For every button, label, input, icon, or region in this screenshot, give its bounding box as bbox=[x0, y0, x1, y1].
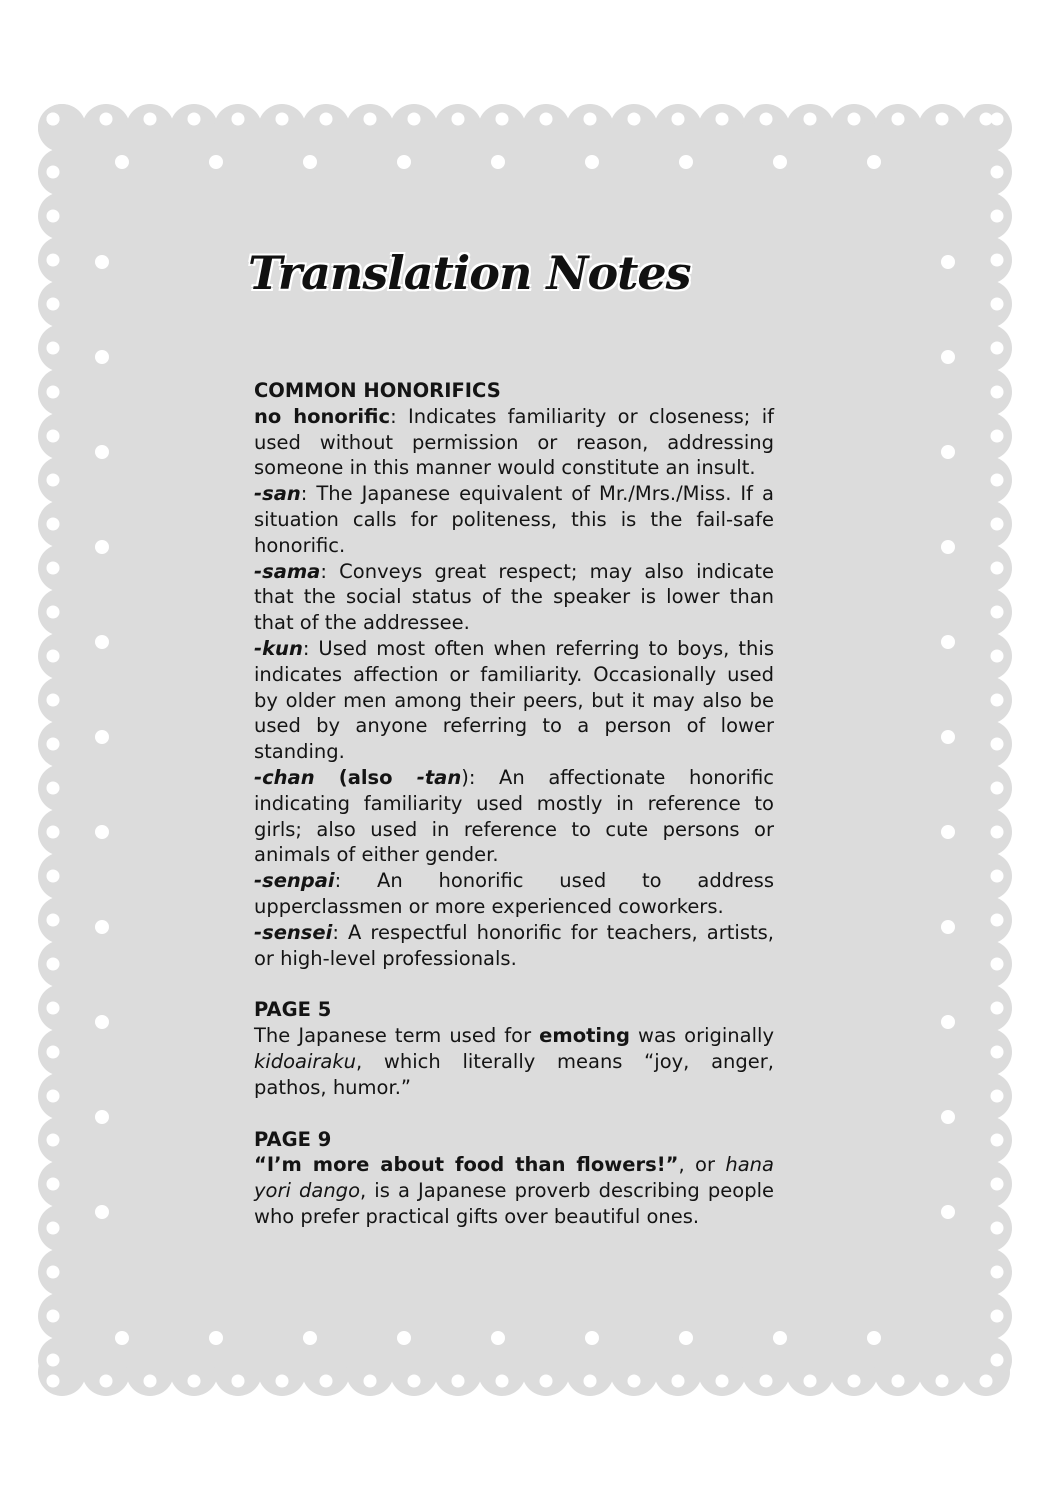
honorific-term: -senpai bbox=[254, 869, 335, 893]
section-heading-page9: PAGE 9 bbox=[254, 1127, 332, 1151]
page-title: Translation Notes bbox=[248, 246, 691, 300]
honorific-entry bbox=[254, 636, 774, 765]
honorific-term: -san bbox=[254, 482, 301, 506]
honorific-definition: : Conveys great respect; may also indicate that the social status of the speaker is lower than that of the addressee. bbox=[254, 559, 774, 635]
honorific-definition: : A respectful honorific for teachers, artists, or high-level professionals. bbox=[254, 920, 774, 970]
honorific-definition: ): An affectionate honorific indicating familiarity used mostly in reference to girls; also used in reference to cute persons or animals of either gender. bbox=[254, 765, 774, 867]
honorific-definition: : Used most often when referring to boys, this indicates affection or familiarity. Occasionally used by older men among their peers, but it may also be used by anyone referring to a person of lower standing. bbox=[254, 636, 774, 764]
honorific-definition: : An honorific used to address upperclassmen or more experienced coworkers. bbox=[254, 869, 774, 918]
section-heading-honorifics: COMMON HONORIFICS bbox=[254, 379, 501, 402]
honorific-term: -chan bbox=[254, 765, 315, 789]
note-japanese-term: hana yori dango bbox=[254, 1153, 774, 1203]
honorific-term: -sensei bbox=[254, 920, 333, 944]
honorific-definition: : Indicates familiarity or closeness; if used without permission or reason, addressing someone in this manner would constitute an insult. bbox=[254, 404, 774, 480]
honorific-entry bbox=[254, 404, 774, 481]
honorific-also: (also bbox=[314, 765, 417, 789]
section-heading-page5: PAGE 5 bbox=[254, 998, 332, 1022]
notes-body bbox=[254, 378, 774, 1230]
note-japanese-term: kidoairaku bbox=[254, 1049, 357, 1073]
note-text: The Japanese term used for bbox=[254, 1024, 540, 1048]
honorific-definition: : The Japanese equivalent of Mr./Mrs./Miss. If a situation calls for politeness, this is the fail-safe honorific. bbox=[254, 482, 774, 557]
note-page9 bbox=[254, 1152, 774, 1229]
note-text: was originally bbox=[629, 1024, 774, 1048]
note-text: , which literally means “joy, anger, pathos, humor.” bbox=[254, 1049, 774, 1099]
honorific-entry bbox=[254, 559, 774, 636]
honorific-entry bbox=[254, 920, 774, 972]
honorific-entry bbox=[254, 765, 774, 868]
note-page5 bbox=[254, 1023, 774, 1100]
honorific-term: -kun bbox=[254, 636, 303, 660]
honorific-term: -sama bbox=[254, 559, 321, 583]
honorific-entry bbox=[254, 868, 774, 920]
honorific-term-alt: -tan bbox=[416, 765, 462, 789]
note-term: emoting bbox=[539, 1024, 630, 1048]
note-term: “I’m more about food than flowers!” bbox=[254, 1153, 679, 1177]
note-text: , is a Japanese proverb describing people who prefer practical gifts over beautiful ones. bbox=[254, 1179, 774, 1228]
honorific-entry bbox=[254, 481, 774, 558]
honorific-term: no honorific bbox=[254, 404, 391, 428]
note-text: , or bbox=[678, 1153, 726, 1177]
